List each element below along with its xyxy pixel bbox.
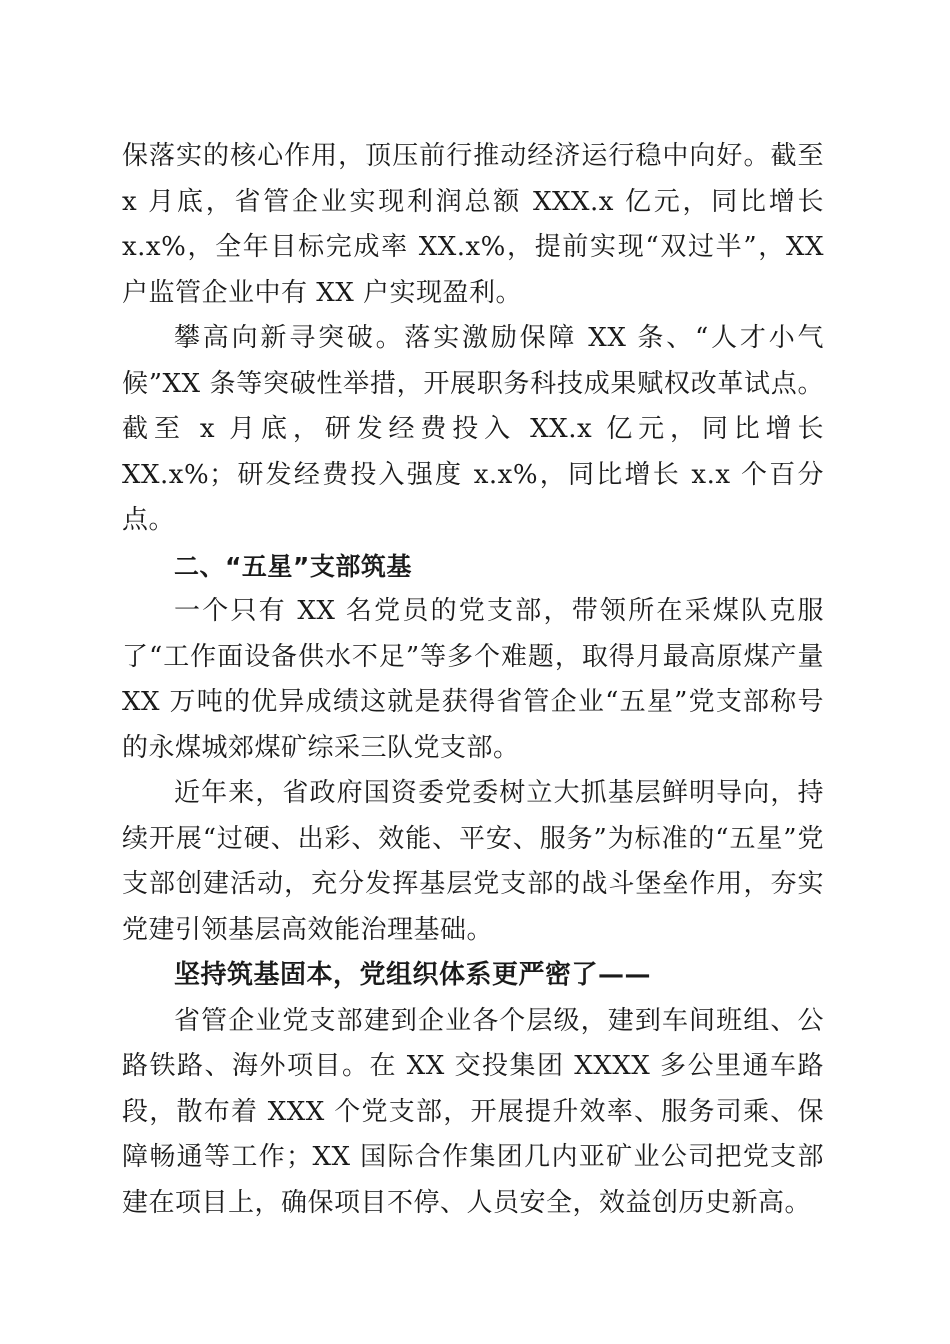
section-heading: 二、“五星”支部筑基 bbox=[174, 551, 412, 581]
subheading-foundation: 坚持筑基固本，党组织体系更严密了—— bbox=[174, 960, 652, 990]
paragraph-branch-story: 一个只有 XX 名党员的党支部，带领所在采煤队克服了“工作面设备供水不足”等多个难题，取得月最高原煤产量 XX 万吨的优异成绩这就是获得省管企业“五星”党支部称号的永煤城郊煤矿综采三队党支部。 bbox=[122, 596, 824, 763]
paragraph-branch-coverage: 省管企业党支部建到企业各个层级，建到车间班组、公路铁路、海外项目。在 XX 交投集团 XXXX 多公里通车路段，散布着 XXX 个党支部，开展提升效率、服务司乘、保障畅通等工作；XX 国际合作集团几内亚矿业公司把党支部建在项目上，确保项目不停、人员安全，效益创历史新高。 bbox=[122, 1005, 824, 1218]
paragraph-continuation: 保落实的核心作用，顶压前行推动经济运行稳中向好。截至 x 月底，省管企业实现利润总额 XXX.x 亿元，同比增长 x.x%，全年目标完成率 XX.x%，提前实现“双过半”，XX 户监管企业中有 XX 户实现盈利。 bbox=[122, 141, 824, 308]
document-body bbox=[122, 134, 824, 1226]
paragraph-five-star-campaign: 近年来，省政府国资委党委树立大抓基层鲜明导向，持续开展“过硬、出彩、效能、平安、服务”为标准的“五星”党支部创建活动，充分发挥基层党支部的战斗堡垒作用，夯实党建引领基层高效能治理基础。 bbox=[122, 778, 824, 945]
paragraph-innovation: 攀高向新寻突破。落实激励保障 XX 条、“人才小气候”XX 条等突破性举措，开展职务科技成果赋权改革试点。截至 x 月底，研发经费投入 XX.x 亿元，同比增长 XX.x%；研发经费投入强度 x.x%，同比增长 x.x 个百分点。 bbox=[122, 323, 824, 535]
